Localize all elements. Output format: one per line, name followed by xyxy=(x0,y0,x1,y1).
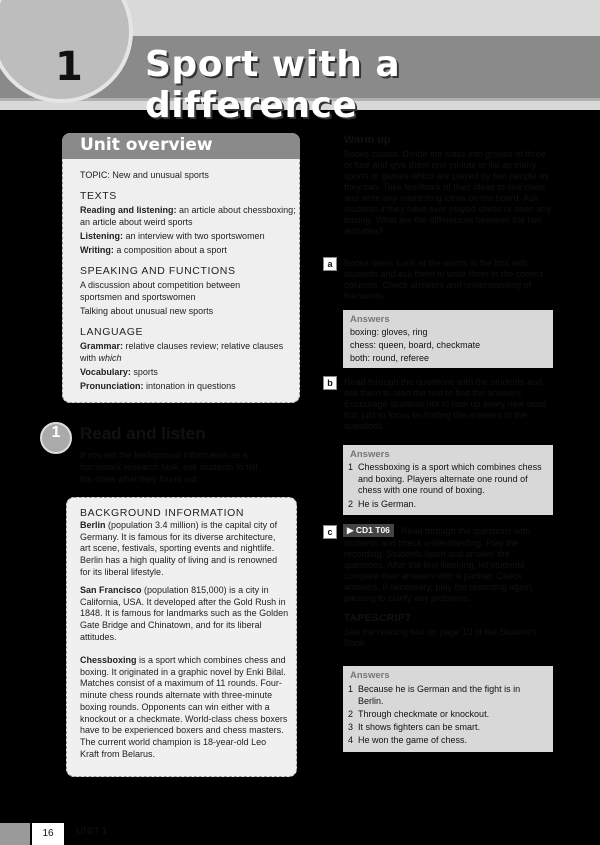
reading-listening-line xyxy=(80,205,296,217)
topic-line xyxy=(80,170,209,182)
answer-line: He is German. xyxy=(358,499,417,509)
read-listen-title: Read and listen xyxy=(80,424,206,443)
vocabulary-value: sports xyxy=(133,367,158,377)
answer-line: Through checkmate or knockout. xyxy=(358,709,490,719)
sf-text: (population 815,000) is a city in xyxy=(141,585,269,595)
answer-line: Chessboxing is a sport which combines chess xyxy=(358,462,542,472)
berlin-text: art scene, festivals, sporting events and nightlife. xyxy=(80,543,275,554)
writing-label: Writing: xyxy=(80,245,114,255)
chessboxing-paragraph xyxy=(80,655,292,760)
cb-text: Kraft from Belarus. xyxy=(80,748,156,759)
cd-track-label: ▶ CD1 T06 xyxy=(343,524,394,537)
task-c-text xyxy=(344,538,579,604)
warm-up-title: Warm up xyxy=(344,134,391,146)
answer-line: He won the game of chess. xyxy=(358,735,468,745)
background-heading: BACKGROUND INFORMATION xyxy=(80,507,245,519)
grammar-value-italic: which xyxy=(98,353,122,363)
page-number: 16 xyxy=(32,823,64,845)
answer-line: boxing: gloves, ring xyxy=(350,327,428,337)
task-b-line: but, just to focus on finding the answers to the xyxy=(344,410,528,420)
sf-line: Talking about unusual new sports xyxy=(80,306,214,316)
footer-unit-label: UNIT 1 xyxy=(76,826,108,837)
pronunciation-line xyxy=(80,381,236,393)
task-a-text xyxy=(344,258,579,302)
answer-line: and boxing. Players alternate one round of xyxy=(358,473,528,484)
task-c-line: compare their answers with a partner. Check xyxy=(344,571,523,581)
exercise-number: 1 xyxy=(51,424,61,441)
task-b-line: ask them to read the text to find the answers. xyxy=(344,388,524,398)
answers-title: Answers xyxy=(350,670,390,681)
warm-up-line: and write any interesting ideas on the board. Ask xyxy=(344,193,539,203)
tapescript-text xyxy=(344,627,579,649)
answer-number: 4 xyxy=(348,735,354,745)
cb-text: knockout or a checkmate. World-class chess boxers xyxy=(80,713,288,724)
unit-number: 1 xyxy=(55,44,83,90)
grammar-value: relative clauses review; relative clauses xyxy=(125,341,284,351)
warm-up-line: students if they have ever played chess or seen any xyxy=(344,204,552,214)
reading-listening-value: an article about chessboxing; xyxy=(179,205,296,215)
task-c-line: answers. If necessary, play the recording again, xyxy=(344,582,534,592)
page-title: Sport with a difference xyxy=(145,44,401,126)
berlin-text: Germany. It is famous for its diverse architecture, xyxy=(80,531,276,542)
reading-listening-label: Reading and listening: xyxy=(80,205,177,215)
unit-overview-title: Unit overview xyxy=(80,135,213,155)
texts-heading: TEXTS xyxy=(80,190,117,202)
answer-line: It shows fighters can be smart. xyxy=(358,722,481,732)
topic-label: TOPIC: xyxy=(80,170,110,180)
grammar-line xyxy=(80,341,283,353)
task-b-line: Read through the questions with the students and xyxy=(344,377,543,387)
grammar-value-2: with xyxy=(80,353,99,363)
answer-line: Berlin. xyxy=(358,695,384,706)
listening-value: an interview with two sportswomen xyxy=(125,231,265,241)
listening-line xyxy=(80,231,265,243)
language-heading: LANGUAGE xyxy=(80,326,144,338)
answer-number: 1 xyxy=(348,684,354,694)
sf-text: California, USA. It developed after the Gold Rush in xyxy=(80,596,286,607)
cb-text: boxing rounds. Opponents can win either with a xyxy=(80,701,270,712)
berlin-text: Berlin has a high quality of living and is renowned xyxy=(80,555,278,566)
berlin-label: Berlin xyxy=(80,520,106,530)
answer-number: 2 xyxy=(348,499,354,509)
intro-line: the class what they found out. xyxy=(80,474,200,484)
answers-title: Answers xyxy=(350,449,390,460)
berlin-text: for its liberal lifestyle. xyxy=(80,566,164,577)
vocabulary-label: Vocabulary: xyxy=(80,367,131,377)
sf-line: A discussion about competition between xyxy=(80,280,241,290)
intro-line: homework research task, ask students to tell xyxy=(80,462,258,472)
writing-value: a composition about a sport xyxy=(116,245,227,255)
berlin-paragraph xyxy=(80,520,292,579)
answer-line: chess with one round of boxing. xyxy=(358,485,485,495)
sf-text: 1848. It is famous for landmarks such as the Golden xyxy=(80,608,289,619)
sf-text: attitudes. xyxy=(80,631,117,642)
berlin-text: (population 3.4 million) is the capital city of xyxy=(105,520,278,530)
task-b-text xyxy=(344,377,579,432)
cb-text: have to be experienced boxers and chess masters. xyxy=(80,725,284,736)
intro-line: If you set the background information as a xyxy=(80,450,248,460)
warm-up-line: activities? xyxy=(344,226,384,236)
pronunciation-value: intonation in questions xyxy=(146,381,236,391)
cb-text: minute chess rounds alternate with three-minute xyxy=(80,690,273,701)
task-c-line: students and check understanding. Play the xyxy=(344,538,519,548)
san-francisco-paragraph xyxy=(80,585,292,644)
task-c-marker: c xyxy=(323,525,337,539)
task-c-line: recording. Students listen and answer the xyxy=(344,549,510,559)
reading-listening-line-2: an article about weird sports xyxy=(80,217,193,227)
grammar-line-2 xyxy=(80,353,122,365)
speaking-functions-heading: SPEAKING AND FUNCTIONS xyxy=(80,265,236,277)
sf-line: sportsmen and sportswomen xyxy=(80,292,196,302)
warm-up-line: or four and give them one minute to list as many xyxy=(344,160,537,170)
answer-text xyxy=(358,684,520,707)
answer-number: 1 xyxy=(348,462,354,472)
cb-text: The current world champion is 18-year-old Leo xyxy=(80,736,267,747)
warm-up-text xyxy=(344,149,579,237)
chessboxing-label: Chessboxing xyxy=(80,655,137,665)
answer-number: 3 xyxy=(348,722,354,732)
writing-line xyxy=(80,245,227,257)
answers-title: Answers xyxy=(350,314,390,325)
grammar-label: Grammar: xyxy=(80,341,124,351)
task-a-line: columns. Check answers and understanding of xyxy=(344,280,532,290)
answer-line: both: round, referee xyxy=(350,353,430,363)
cb-text: boxing. It originated in a graphic novel by Enki Bilal. xyxy=(80,666,286,677)
answer-line: Because he is German and the fight is in xyxy=(358,684,521,694)
sf-text: Gate Bridge and Chinatown, and for its liberal xyxy=(80,620,262,631)
task-b-line: questions. xyxy=(344,421,386,431)
footer-tab xyxy=(0,823,30,845)
task-a-line: the words. xyxy=(344,291,386,301)
task-c-line: pausing to clarify any problems. xyxy=(344,593,471,603)
cb-text: is a sport which combines chess and xyxy=(136,655,286,665)
warm-up-line: sports or games which are played by two people as xyxy=(344,171,549,181)
cb-text: Matches consist of a maximum of 11 rounds. Four- xyxy=(80,678,282,689)
tapescript-line: See the reading text on page 10 of the Student's xyxy=(344,627,537,637)
task-b-marker: b xyxy=(323,376,337,390)
task-a-line: students and ask them to write them in the correct xyxy=(344,269,544,279)
warm-up-line: Books closed. Divide the class into groups of three xyxy=(344,149,546,159)
tapescript-title: TAPESCRIPT xyxy=(344,613,412,624)
task-b-line: Encourage students not to look up every new word xyxy=(344,399,547,409)
answer-text xyxy=(358,462,542,497)
topic-value: New and unusual sports xyxy=(112,170,209,180)
tapescript-line: Book. xyxy=(344,638,368,648)
pronunciation-label: Pronunciation: xyxy=(80,381,144,391)
warm-up-line: boxing. What are the differences between the two xyxy=(344,215,542,225)
task-c-line: Read through the questions with xyxy=(401,526,531,536)
answer-line: chess: queen, board, checkmate xyxy=(350,340,481,350)
listening-label: Listening: xyxy=(80,231,123,241)
task-a-marker: a xyxy=(323,257,337,271)
vocabulary-line xyxy=(80,367,158,379)
task-a-line: Books open. Look at the words in the box with xyxy=(344,258,528,268)
answer-number: 2 xyxy=(348,709,354,719)
sf-label: San Francisco xyxy=(80,585,142,595)
task-c-line: questions. After the first listening, let students xyxy=(344,560,525,570)
warm-up-line: they can. Take feedback of their ideas to see class xyxy=(344,182,545,192)
